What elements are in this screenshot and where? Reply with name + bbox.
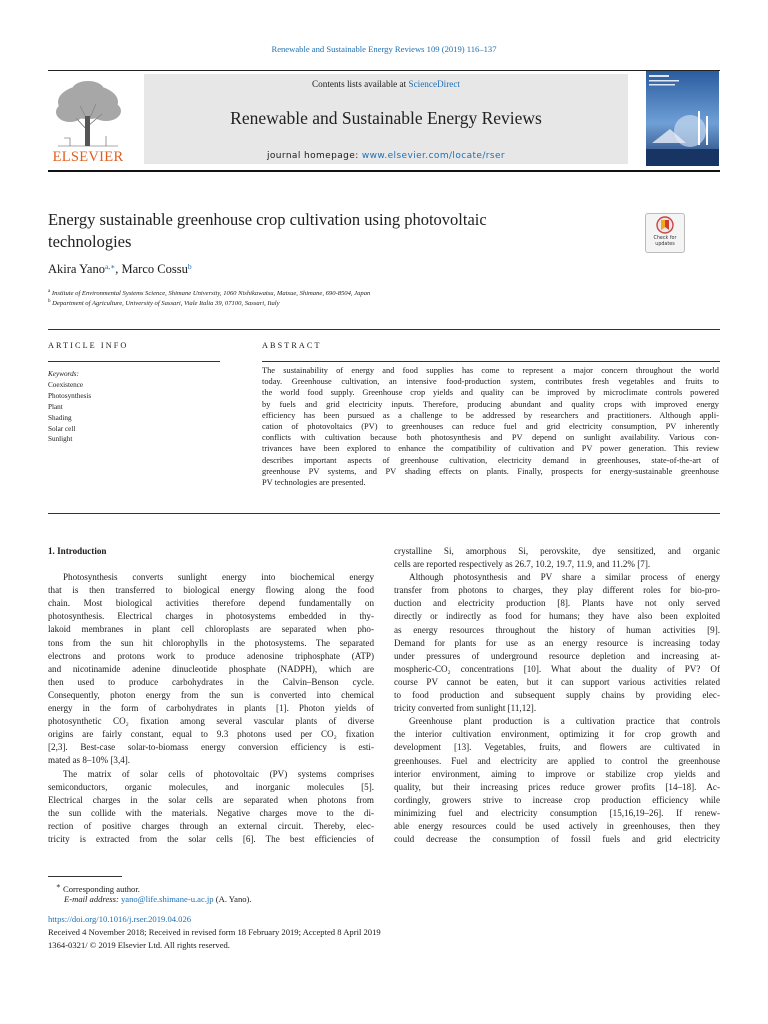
text-line: Demand for plants for use as an energy resource is increasing today [394, 637, 720, 648]
abstract-line: PV technologies are presented. [262, 478, 366, 488]
article-title-line: technologies [48, 231, 132, 251]
abstract-text [262, 365, 719, 488]
text-line: development [13]. Vegetables, fruits, and flowers are cultivated in [394, 742, 720, 753]
keyword: Photosynthesis [48, 391, 92, 400]
received-dates: Received 4 November 2018; Received in revised form 18 February 2019; Accepted 8 April 2019 [48, 927, 381, 937]
keyword: Solar cell [48, 424, 76, 433]
keyword: Sunlight [48, 435, 73, 444]
text-line: interior environment, aiming to improve or stabilize crop yields and [394, 768, 720, 779]
abstract-line: the world food supply. Greenhouse crop yields and quality can be improved by microclimate controls powered [262, 388, 719, 398]
abstract-line: greenhouse PV systems, and PV shading effects on plants. Finally, prospects for energy-sustainable greenhouse [262, 466, 719, 476]
affiliation-mark: b [48, 299, 51, 304]
abstract-heading: ABSTRACT [262, 341, 322, 350]
affiliation [48, 299, 280, 307]
left-column [48, 545, 374, 846]
bookmark-icon [646, 214, 684, 236]
text-line: directly or indirectly as food for humans; they have also been exploited [394, 611, 720, 622]
abstract-line: trivances have been explored to enhance the compatibility of cultivation and PV power generation. This review [262, 444, 719, 454]
text-line: [2,3]. Best-case solar-to-biomass energy conversion efficiency is esti- [48, 742, 374, 753]
text-line: The matrix of solar cells of photovoltaic (PV) systems comprises [63, 768, 374, 779]
sciencedirect-link[interactable]: ScienceDirect [408, 79, 460, 89]
text-line: semiconductors, organic molecules, and inorganic molecules [5]. [48, 781, 374, 792]
text-line: then used to produce carbohydrates in the Calvin–Benson cycle. [48, 676, 374, 687]
right-column [394, 545, 720, 846]
header-rule [48, 70, 720, 71]
text-line: tricity is extracted from the solar cells [6]. The best efficiencies of [48, 833, 374, 844]
journal-citation: Renewable and Sustainable Energy Reviews 109 (2019) 116–137 [271, 44, 497, 54]
keyword: Coexistence [48, 380, 84, 389]
check-updates-label: Check for updates [653, 236, 677, 247]
footnote-mark: ∗ [56, 882, 61, 890]
abstract-line: by fuels and grid electricity inputs. Therefore, producing abundant and quality crops with improved energy [262, 399, 719, 409]
footnote-text: Corresponding author. [60, 883, 140, 894]
author-name: Akira Yano [48, 262, 105, 276]
affiliation [48, 289, 370, 297]
author-separator: , [115, 262, 122, 276]
text-line: mated as 8–10% [3,4]. [48, 755, 131, 766]
abstract-rule [262, 361, 720, 362]
affiliation-text: Institute of Environmental Systems Science, Shimane University, 1060 Nishikawatsu, Matsue, Shimane, 690-8504, Japan [51, 290, 371, 297]
paragraph [394, 715, 720, 846]
text-line: course PV cannot be eaten, but it can support various activities related [394, 676, 720, 687]
paragraph [48, 571, 374, 767]
text-line: as energy resources throughout the history of human activities [9]. [394, 624, 720, 635]
abstract-line: today. Greenhouse cultivation, an intensive food-production system, contributes fresh vegetables and fruits to [262, 377, 719, 387]
author-name: Marco Cossu [121, 262, 188, 276]
text-line: cells are reported respectively as 26.7, 10.2, 19.7, 11.9, and 11.2% [7]. [394, 559, 651, 570]
text-line: transfer from photons to charges, they play different roles for bio-pro- [394, 585, 720, 596]
article-title-line: Energy sustainable greenhouse crop cultivation using photovoltaic [48, 210, 487, 229]
abstract-line: efficiency has been pursued as a challenge to be addressed by researchers and practitioners. Although appli- [262, 410, 719, 420]
text-line: Photosynthesis converts sunlight energy into biochemical energy [63, 572, 374, 583]
keyword: Shading [48, 413, 72, 422]
paragraph [394, 571, 720, 715]
paragraph [394, 545, 720, 571]
text-line: Although photosynthesis and PV share a similar process of energy [409, 572, 720, 583]
paragraph [48, 768, 374, 847]
text-line: quality, but their increasing prices reduce grower profits [14–18]. Ac- [394, 781, 720, 792]
abstract-end-rule [48, 513, 720, 514]
text-line: that is then transferred to biological energy flowing along the food [48, 585, 374, 596]
text-line: greenhouses. Fuel and electricity are applied to control the greenhouse [394, 755, 720, 766]
copyright-line: 1364-0321/ © 2019 Elsevier Ltd. All rights reserved. [48, 940, 230, 950]
homepage-line [144, 151, 628, 161]
text-line: and nicotinamide adenine dinucleotide phosphate (NADPH), which are [48, 663, 374, 674]
text-line: rection of positive charges through an external circuit. Thereby, elec- [48, 820, 374, 831]
article-info-heading: ARTICLE INFO [48, 341, 129, 350]
text-line: lakoid membranes in plant cell chloroplasts are separated when pho- [48, 624, 374, 635]
doi-link[interactable]: https://doi.org/10.1016/j.rser.2019.04.026 [48, 914, 192, 924]
author-line [48, 262, 192, 277]
section-heading-introduction: 1. Introduction [48, 546, 107, 556]
text-line: chain. Most biological activities therefore depend fundamentally on [48, 598, 374, 609]
journal-cover-icon [646, 71, 719, 166]
text-line: Electrical charges in the solar cells are separated when photons from [48, 794, 374, 805]
homepage-prefix: journal homepage: [266, 151, 362, 161]
abstract-line: conflicts with cultivation because both photosynthesis and PV depend on sunlight availability. Various con- [262, 433, 719, 443]
author-affil-mark[interactable]: b [187, 262, 192, 271]
text-line: crystalline Si, amorphous Si, perovskite, dye sensitized, and organic [394, 546, 720, 556]
author-affil-mark[interactable]: a,∗ [104, 262, 116, 271]
affiliation-mark: a [48, 289, 51, 294]
text-line: photosynthetic CO₂ fixation among several vascular plants of diverse [48, 716, 374, 727]
footnote-rule [48, 876, 122, 877]
text-line: to food production and subsequent supply chains by providing elec- [394, 690, 720, 701]
abstract-line: The sustainability of energy and food supplies has come to represent a major concern throughout the world [262, 366, 719, 375]
text-line: could decrease the consumption of fossil fuels and grid electricity [394, 834, 720, 845]
text-line: photosynthesis. Electrical charges in photosystems embedded in thy- [48, 611, 374, 622]
text-line: mospheric-CO₂ concentrations [10]. What about the duality of PV? Of [394, 663, 720, 674]
email-note [64, 894, 252, 904]
email-label: E-mail address: [64, 894, 121, 904]
homepage-link[interactable]: www.elsevier.com/locate/rser [361, 151, 506, 161]
text-line: minimizing fuel and electricity consumption [15,16,19–26]. If renew- [394, 807, 720, 818]
text-line: Consequently, photon energy from the sun is converted into chemical [48, 689, 374, 700]
text-line: able energy resources could be used actively in greenhouses, then they [394, 820, 720, 831]
contents-line [144, 79, 628, 89]
corresponding-author-note [56, 881, 140, 894]
text-line: origins are fairly constant, equal to 9.3 photons used per CO₂ fixation [48, 729, 374, 740]
text-line: under pressures of underground resource depletion and increasing at- [394, 650, 720, 661]
text-line: tons from the sun hit chlorophylls in the photosystems. The separated [48, 637, 374, 648]
check-for-updates-button[interactable] [645, 213, 685, 253]
keywords-block [48, 369, 218, 445]
text-line: Greenhouse plant production is a cultivation practice that controls [409, 716, 720, 727]
text-line: electrons and protons work to produce adenosine triphosphate (ATP) [48, 650, 374, 661]
masthead-rule [48, 170, 720, 172]
contents-prefix: Contents lists available at [312, 79, 409, 89]
elsevier-wordmark: ELSEVIER [52, 149, 124, 165]
keywords-label: Keywords: [48, 370, 79, 378]
keyword: Plant [48, 402, 63, 411]
journal-title: Renewable and Sustainable Energy Reviews [230, 108, 542, 128]
text-line: duction and electricity production [8]. Plants have not only served [394, 598, 720, 609]
text-line: energy in the form of carbohydrates in plants [1]. Photon yields of [48, 703, 374, 714]
text-line: the interior cultivation environment, optimizing it for crop growth and [394, 729, 720, 740]
abstract-line: describes important aspects of greenhouse cultivation, electricity demand in greenhouses, state-of-the-art of [262, 455, 719, 465]
abstract-line: cation of photovoltaics (PV) to greenhouses can reduce fuel and grid electricity consumption, PV inherently [262, 422, 719, 432]
affiliation-text: Department of Agriculture, University of Sassari, Viale Italia 39, 07100, Sassari, Italy [52, 300, 280, 307]
article-info-rule [48, 361, 220, 362]
email-link[interactable]: yano@life.shimane-u.ac.jp [120, 894, 214, 904]
text-line: tricity converted from sunlight [11,12]. [394, 703, 537, 714]
text-line: cordingly, growers strive to increase crop production efficiency while [394, 794, 720, 805]
text-line: the sun collide with the materials. Negative charges move to the di- [48, 807, 374, 818]
article-title [48, 209, 608, 252]
email-suffix: (A. Yano). [213, 894, 252, 904]
front-matter-rule [48, 329, 720, 330]
